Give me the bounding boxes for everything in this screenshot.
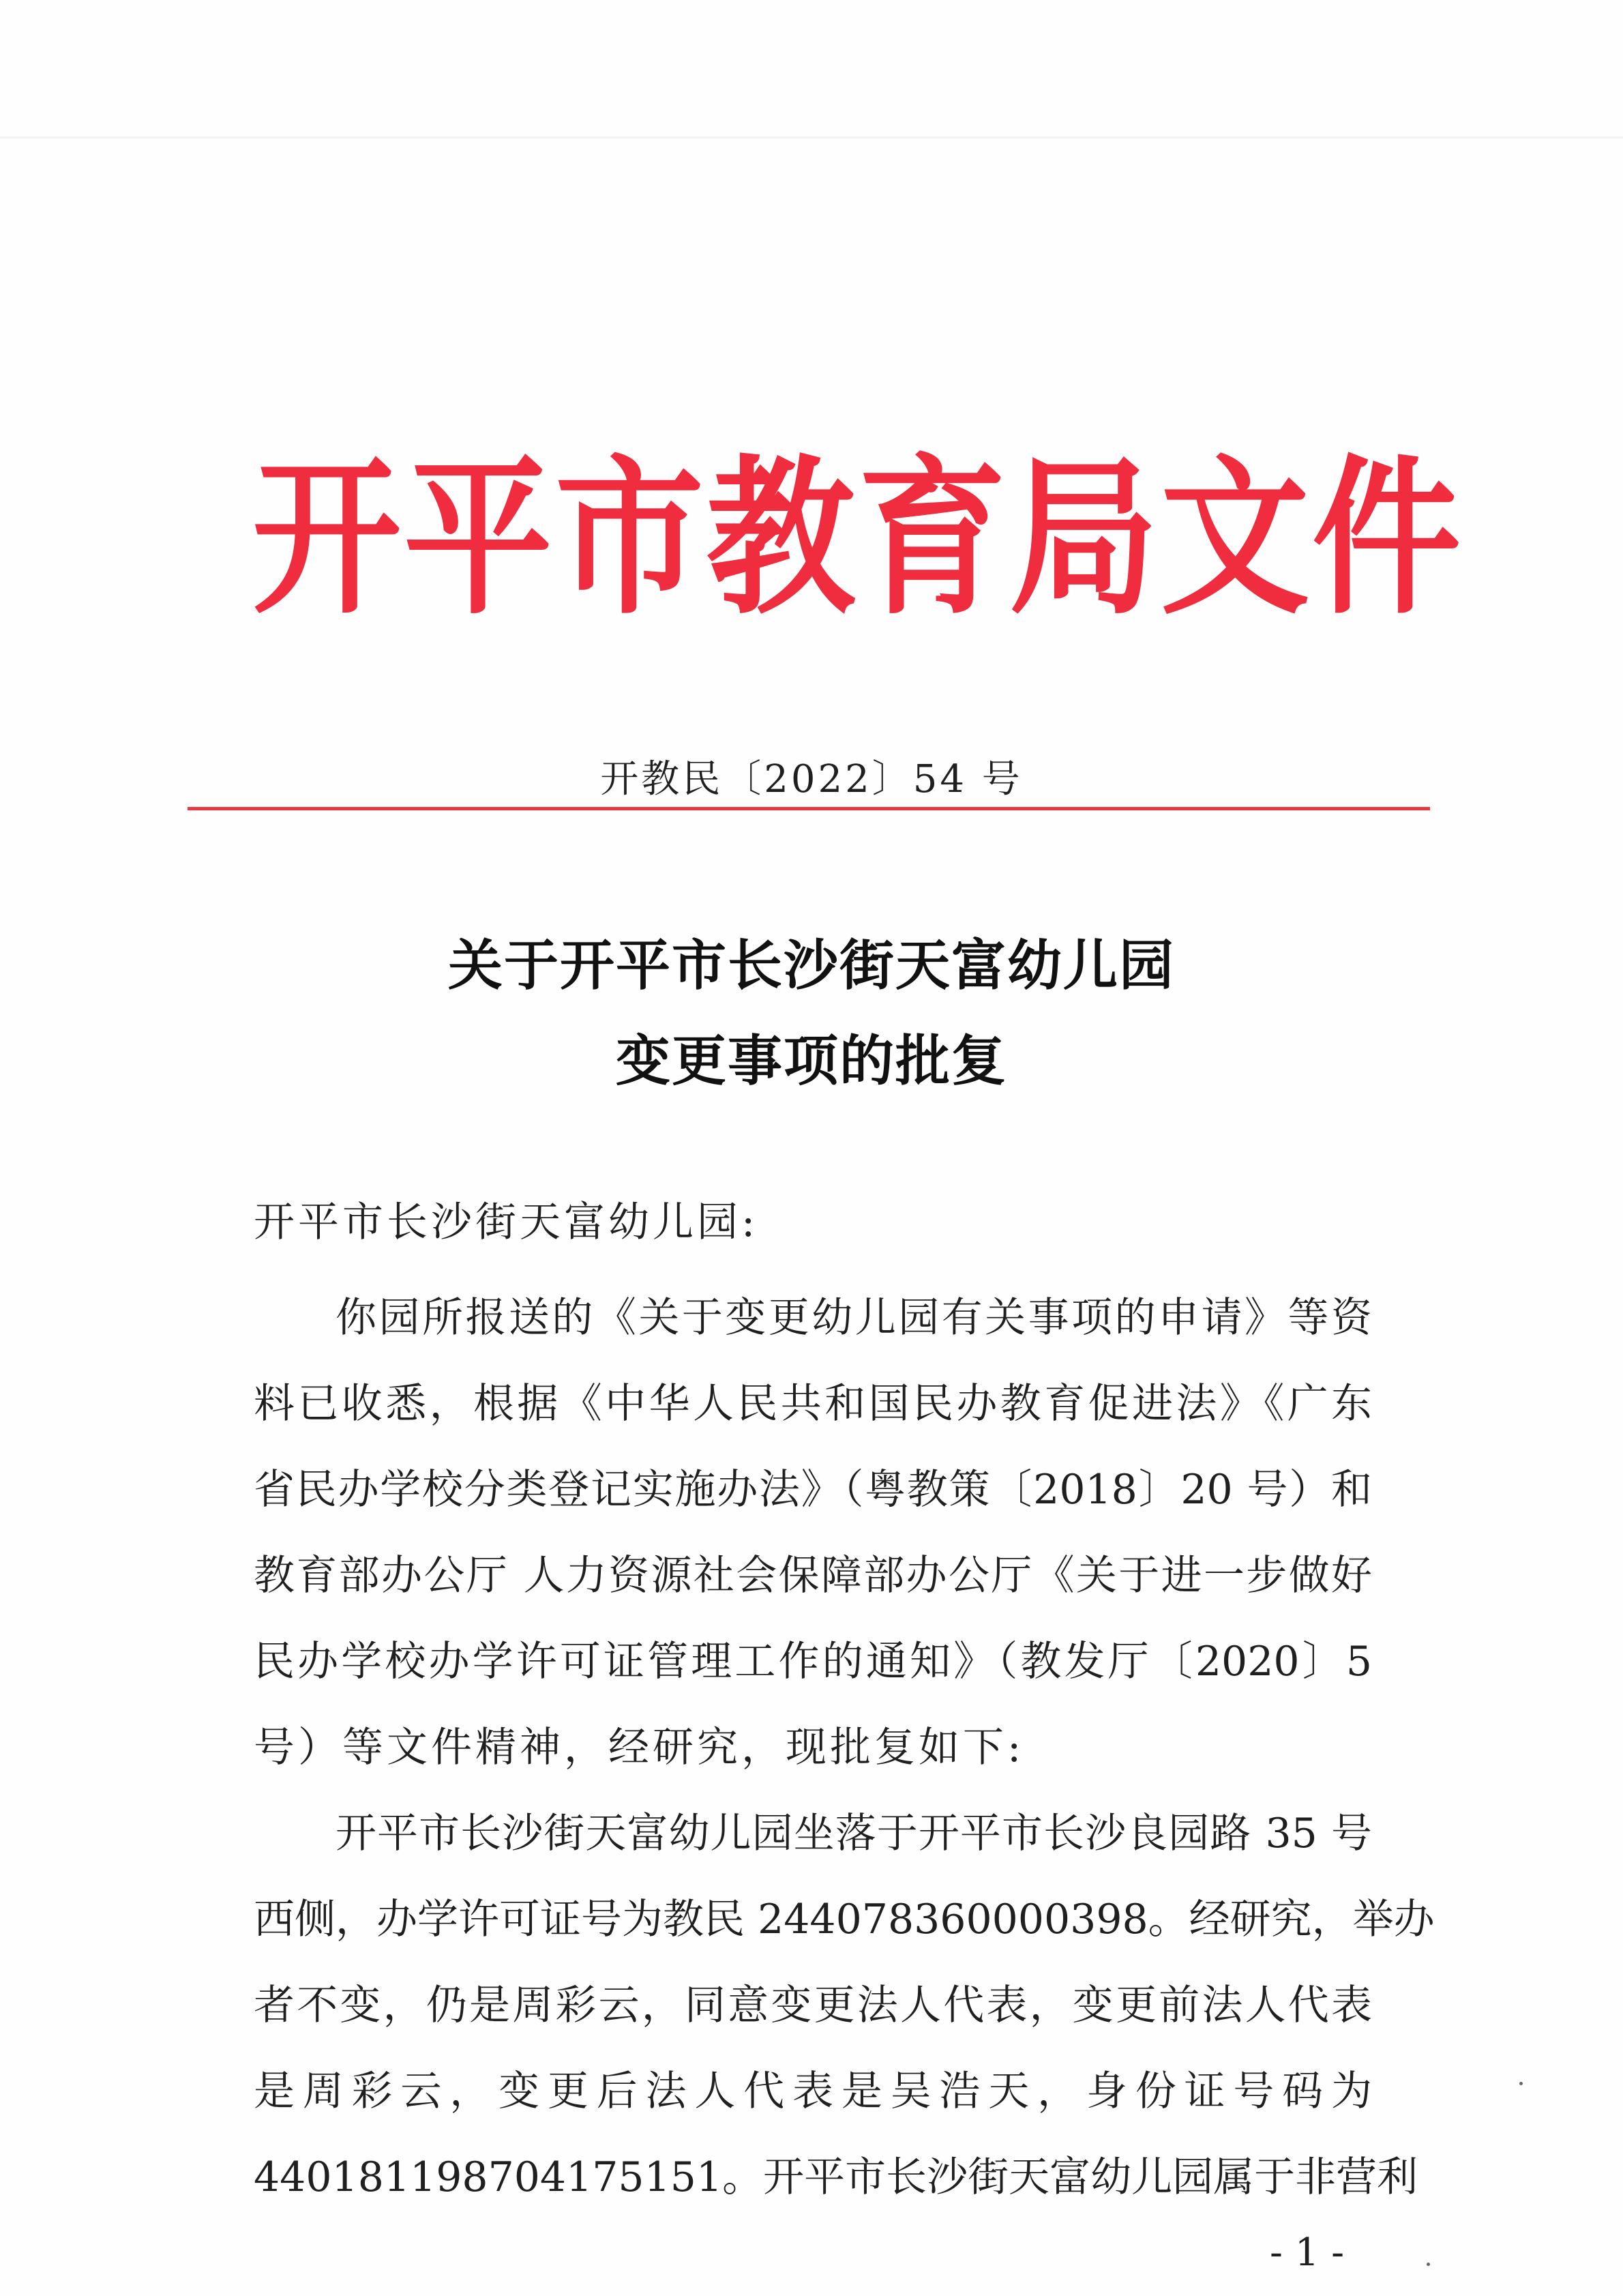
body-line: 西侧，办学许可证号为教民 244078360000398。经研究，举办 xyxy=(254,1896,1435,1943)
body-line: 教育部办公厅 人力资源社会保障部办公厅《关于进一步做好 xyxy=(254,1552,1372,1600)
issuer-title: 开平市教育局文件 xyxy=(252,441,1463,638)
body-line: 是周彩云，变更后法人代表是吴浩天，身份证号码为 xyxy=(254,2067,1372,2115)
body-line: 开平市长沙街天富幼儿园坐落于开平市长沙良园路 35 号 xyxy=(336,1810,1372,1857)
scan-edge-divider xyxy=(0,136,1623,138)
red-divider xyxy=(188,807,1430,810)
document-title-line-1: 关于开平市长沙街天富幼儿园 xyxy=(448,934,1175,997)
body-line: 440181198704175151。开平市长沙街天富幼儿园属于非营利 xyxy=(254,2153,1418,2201)
body-line: 者不变，仍是周彩云，同意变更法人代表，变更前法人代表 xyxy=(254,1982,1372,2029)
body-line: 你园所报送的《关于变更幼儿园有关事项的申请》等资 xyxy=(336,1294,1372,1342)
body-line: 省民办学校分类登记实施办法》（粤教策〔2018〕20 号）和 xyxy=(254,1466,1372,1514)
body-line: 民办学校办学许可证管理工作的通知》（教发厅〔2020〕5 xyxy=(254,1638,1372,1686)
scan-speck xyxy=(1519,2082,1523,2085)
body-line: 料已收悉，根据《中华人民共和国民办教育促进法》《广东 xyxy=(254,1380,1372,1428)
document-title-line-2: 变更事项的批复 xyxy=(616,1029,1007,1093)
page-number: - 1 - xyxy=(1270,2231,1345,2275)
salutation: 开平市长沙街天富幼儿园: xyxy=(254,1198,759,1246)
document-number: 开教民〔2022〕54 号 xyxy=(600,757,1023,801)
scan-speck xyxy=(1427,2263,1430,2266)
body-line: 号）等文件精神，经研究，现批复如下: xyxy=(254,1724,1025,1771)
